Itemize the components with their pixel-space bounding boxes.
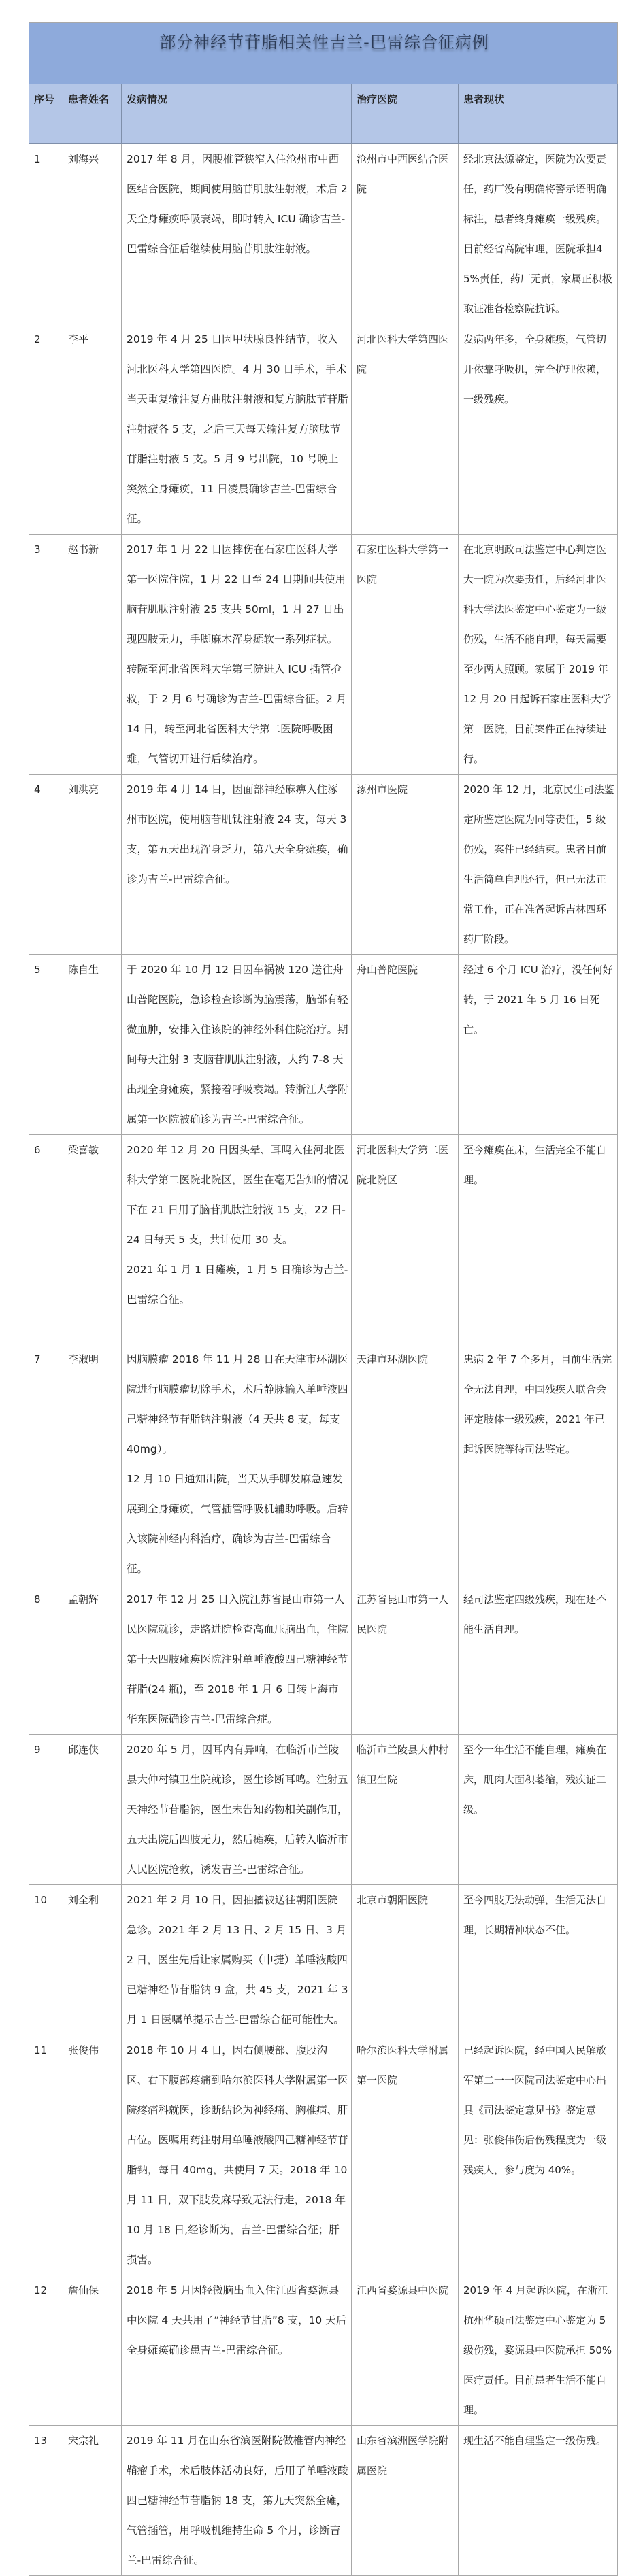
description-paragraph: 2018 年 5 月因轻微脑出血入住江西省婺源县中医院 4 天共用了“神经节甘脂”8 支，10 天后全身瘫痪确诊患吉兰-巴雷综合征。	[127, 2284, 347, 2356]
patient-status: 至今四肢无法动弹，生活无法自理，长期精神状态不佳。	[459, 1885, 618, 2035]
description-paragraph: 2019 年 4 月 25 日因甲状腺良性结节，收入河北医科大学第四医院。4 月 30 日手术，手术当天重复输注复方曲肽注射液和复方脑肽节苷脂注射液各 5 支，之后三天每天输注复方脑肽节苷脂注射液 5 支。5 月 9 号出院，10 号晚上突然全身瘫痪，11 日凌晨确诊吉兰-巴雷综合征。	[127, 333, 348, 525]
row-number: 9	[29, 1735, 63, 1885]
table-row	[29, 955, 618, 1135]
onset-description	[122, 1344, 352, 1584]
patient-name: 刘海兴	[63, 144, 122, 324]
table-row	[29, 535, 618, 775]
treating-hospital: 涿州市医院	[352, 775, 459, 955]
row-number: 13	[29, 2426, 63, 2576]
patient-name: 宋宗礼	[63, 2426, 122, 2576]
description-paragraph: 2017 年 1 月 22 日因摔伤在石家庄医科大学第一医院住院，1 月 22 日至 24 日期间共使用脑苷肌肽注射液 25 支共 50ml，1 月 27 日出现四肢无力，手脚麻木浑身瘫软一系列症状。	[127, 543, 346, 645]
row-number: 1	[29, 144, 63, 324]
treating-hospital: 河北医科大学第二医院北院区	[352, 1135, 459, 1344]
table-row	[29, 2426, 618, 2576]
onset-description	[122, 535, 352, 775]
patient-status: 经司法鉴定四级残疾，现在还不能生活自理。	[459, 1584, 618, 1735]
row-number: 12	[29, 2275, 63, 2426]
description-paragraph: 转院至河北省医科大学第三院进入 ICU 插管抢救，于 2 月 6 号确诊为吉兰-巴雷综合征。2 月 14 日，转至河北省医科大学第二医院呼吸困难，气管切开进行后续治疗。	[127, 663, 347, 765]
onset-description	[122, 775, 352, 955]
onset-description	[122, 144, 352, 324]
description-paragraph: 12 月 10 日通知出院，当天从手脚发麻急速发展到全身瘫痪，气管插管呼吸机辅助呼吸。后转入该院神经内科治疗，确诊为吉兰-巴雷综合征。	[127, 1473, 348, 1575]
treating-hospital: 山东省滨洲医学院附属医院	[352, 2426, 459, 2576]
patient-name: 李平	[63, 324, 122, 535]
patient-status: 2019 年 4 月起诉医院，在浙江杭州华硕司法鉴定中心鉴定为 5 级伤残，婺源县中医院承担 50%医疗责任。目前患者生活不能自理。	[459, 2275, 618, 2426]
description-paragraph: 因脑膜瘤 2018 年 11 月 28 日在天津市环湖医院进行脑膜瘤切除手术，术后静脉输入单唾液四己糖神经节苷脂钠注射液（4 天共 8 支，每支 40mg）。	[127, 1353, 348, 1455]
patient-name: 梁喜敏	[63, 1135, 122, 1344]
table-row	[29, 2275, 618, 2426]
onset-description	[122, 955, 352, 1135]
description-paragraph: 于 2020 年 10 月 12 日因车祸被 120 送往舟山普陀医院，急诊检查诊断为脑震荡，脑部有轻微血肿，安排入住该院的神经外科住院治疗。期间每天注射 3 支脑苷肌肽注射液，大约 7-8 天出现全身瘫痪，紧接着呼吸衰竭。转浙江大学附属第一医院被确诊为吉兰-巴雷综合征。	[127, 964, 348, 1125]
treating-hospital: 北京市朝阳医院	[352, 1885, 459, 2035]
row-number: 7	[29, 1344, 63, 1584]
table-row	[29, 144, 618, 324]
header-row	[29, 84, 618, 144]
table-row	[29, 1135, 618, 1344]
treating-hospital: 江西省婺源县中医院	[352, 2275, 459, 2426]
onset-description	[122, 2426, 352, 2576]
table-row	[29, 1344, 618, 1584]
row-number: 2	[29, 324, 63, 535]
table-row	[29, 775, 618, 955]
patient-name: 赵书新	[63, 535, 122, 775]
patient-name: 孟朝辉	[63, 1584, 122, 1735]
patient-status: 患病 2 年 7 个多月，目前生活完全无法自理，中国残疾人联合会评定肢体一级残疾，2021 年已起诉医院等待司法鉴定。	[459, 1344, 618, 1584]
header-hospital: 治疗医院	[352, 84, 459, 144]
treating-hospital: 哈尔滨医科大学附属第一医院	[352, 2035, 459, 2275]
description-paragraph: 2018 年 10 月 4 日，因右侧腰部、腹股沟区、右下腹部疼痛到哈尔滨医科大学附属第一医院疼痛科就医，诊断结论为神经痛、胸椎病、肝占位。医嘱用药注射用单唾液酸四己糖神经节苷脂钠，每日 40mg，共使用 7 天。2018 年 10 月 11 日，双下肢发麻导致无法行走，2018 年 10 月 18 日,经诊断为，吉兰-巴雷综合征；肝损害。	[127, 2044, 348, 2266]
row-number: 3	[29, 535, 63, 775]
onset-description	[122, 1584, 352, 1735]
table-row	[29, 1885, 618, 2035]
description-paragraph: 2021 年 2 月 10 日，因抽搐被送往朝阳医院急诊。2021 年 2 月 13 日、2 月 15 日、3 月 2 日，医生先后让家属购买（申捷）单唾液酸四已糖神经节苷脂钠 9 盒，共 45 支，2021 年 3 月 1 日医嘱单提示吉兰-巴雷综合征可能性大。	[127, 1894, 348, 2026]
row-number: 4	[29, 775, 63, 955]
treating-hospital: 江苏省昆山市第一人民医院	[352, 1584, 459, 1735]
patient-name: 詹仙保	[63, 2275, 122, 2426]
patient-status: 发病两年多，全身瘫痪，气管切开依靠呼吸机，完全护理依赖，一级残疾。	[459, 324, 618, 535]
patient-name: 刘全利	[63, 1885, 122, 2035]
patient-name: 刘洪亮	[63, 775, 122, 955]
description-paragraph: 2017 年 12 月 25 日入院江苏省昆山市第一人民医院就诊，走路进院检查高血压脑出血，住院第十天四肢瘫痪医院注射单唾液酸四己糖神经节苷脂(24 瓶)，至 2018 年 1 月 6 日转上海市华东医院确诊吉兰-巴雷综合症。	[127, 1593, 348, 1725]
patient-status: 2020 年 12 月，北京民生司法鉴定所鉴定医院为同等责任，5 级伤残，案件已经结束。患者目前生活简单自理还行，但已无法正常工作，正在准备起诉吉林四环药厂阶段。	[459, 775, 618, 955]
description-paragraph: 2019 年 4 月 14 日，因面部神经麻痹入住涿州市医院，使用脑苷肌钛注射液 24 支，每天 3 支，第五天出现浑身乏力，第八天全身瘫痪，确诊为吉兰-巴雷综合征。	[127, 783, 348, 885]
onset-description	[122, 1885, 352, 2035]
case-table	[29, 22, 618, 2576]
patient-status: 现生活不能自理鉴定一级伤残。	[459, 2426, 618, 2576]
patient-status: 至今瘫痪在床，生活完全不能自理。	[459, 1135, 618, 1344]
header-no: 序号	[29, 84, 63, 144]
patient-name: 李淑明	[63, 1344, 122, 1584]
patient-status: 至今一年生活不能自理，瘫痪在床，肌肉大面积萎缩，残疾证二级。	[459, 1735, 618, 1885]
table-title: 部分神经节苷脂相关性吉兰-巴雷综合征病例	[159, 33, 489, 52]
patient-name: 邱连侠	[63, 1735, 122, 1885]
row-number: 6	[29, 1135, 63, 1344]
table-title-cell	[29, 23, 618, 84]
header-name: 患者姓名	[63, 84, 122, 144]
patient-name: 张俊伟	[63, 2035, 122, 2275]
treating-hospital: 石家庄医科大学第一医院	[352, 535, 459, 775]
onset-description	[122, 1735, 352, 1885]
onset-description	[122, 2035, 352, 2275]
header-description: 发病情况	[122, 84, 352, 144]
row-number: 8	[29, 1584, 63, 1735]
patient-status: 经北京法源鉴定，医院为次要责任，药厂没有明确将警示语明确标注，患者终身瘫痪一级残疾。目前经省高院审理，医院承担45%责任，药厂无责，家属正积极取证准备检察院抗诉。	[459, 144, 618, 324]
table-row	[29, 2035, 618, 2275]
patient-name: 陈自生	[63, 955, 122, 1135]
description-paragraph: 2017 年 8 月，因腰椎管狭窄入住沧州市中西医结合医院，期间使用脑苷肌肽注射液，术后 2 天全身瘫痪呼吸衰竭，即时转入 ICU 确诊吉兰-巴雷综合征后继续使用脑苷肌肽注射液。	[127, 153, 348, 255]
patient-status: 已经起诉医院，经中国人民解放军第二一一医院司法鉴定中心出具《司法鉴定意见书》鉴定意见：张俊伟伤后伤残程度为一级残疾人，参与度为 40%。	[459, 2035, 618, 2275]
description-paragraph: 2020 年 12 月 20 日因头晕、耳鸣入住河北医科大学第二医院北院区，医生在毫无告知的情况下在 21 日用了脑苷肌肽注射液 15 支，22 日-24 日每天 5 支，共计使用 30 支。	[127, 1144, 348, 1246]
table-row	[29, 1584, 618, 1735]
onset-description	[122, 2275, 352, 2426]
header-status: 患者现状	[459, 84, 618, 144]
treating-hospital: 天津市环湖医院	[352, 1344, 459, 1584]
description-paragraph: 2021 年 1 月 1 日瘫痪，1 月 5 日确诊为吉兰-巴雷综合征。	[127, 1264, 348, 1306]
row-number: 10	[29, 1885, 63, 2035]
treating-hospital: 临沂市兰陵县大仲村镇卫生院	[352, 1735, 459, 1885]
row-number: 5	[29, 955, 63, 1135]
onset-description	[122, 1135, 352, 1344]
treating-hospital: 舟山普陀医院	[352, 955, 459, 1135]
treating-hospital: 沧州市中西医结合医院	[352, 144, 459, 324]
table-row	[29, 324, 618, 535]
description-paragraph: 2020 年 5 月，因耳内有异响，在临沂市兰陵县大仲村镇卫生院就诊，医生诊断耳鸣。注射五天神经节苷脂钠，医生未告知药物相关副作用，五天出院后四肢无力，然后瘫痪，后转入临沂市人民医院抢救，诱发吉兰-巴雷综合征。	[127, 1744, 348, 1876]
treating-hospital: 河北医科大学第四医院	[352, 324, 459, 535]
row-number: 11	[29, 2035, 63, 2275]
patient-status: 在北京明政司法鉴定中心判定医大一院为次要责任，后经河北医科大学法医鉴定中心鉴定为一级伤残，生活不能自理，每天需要至少两人照顾。家属于 2019 年 12 月 20 日起诉石家庄医科大学第一医院，目前案件正在持续进行。	[459, 535, 618, 775]
description-paragraph: 2019 年 11 月在山东省滨医附院做椎管内神经鞘瘤手术，术后肢体活动良好，后用了单唾液酸四已糖神经节苷脂钠 18 支，第九天突然全瘫，气管插管，用呼吸机维持生命 5 个月，诊断吉兰-巴雷综合征。	[127, 2435, 348, 2566]
table-row	[29, 1735, 618, 1885]
patient-status: 经过 6 个月 ICU 治疗，没任何好转，于 2021 年 5 月 16 日死亡。	[459, 955, 618, 1135]
title-row	[29, 23, 618, 84]
onset-description	[122, 324, 352, 535]
